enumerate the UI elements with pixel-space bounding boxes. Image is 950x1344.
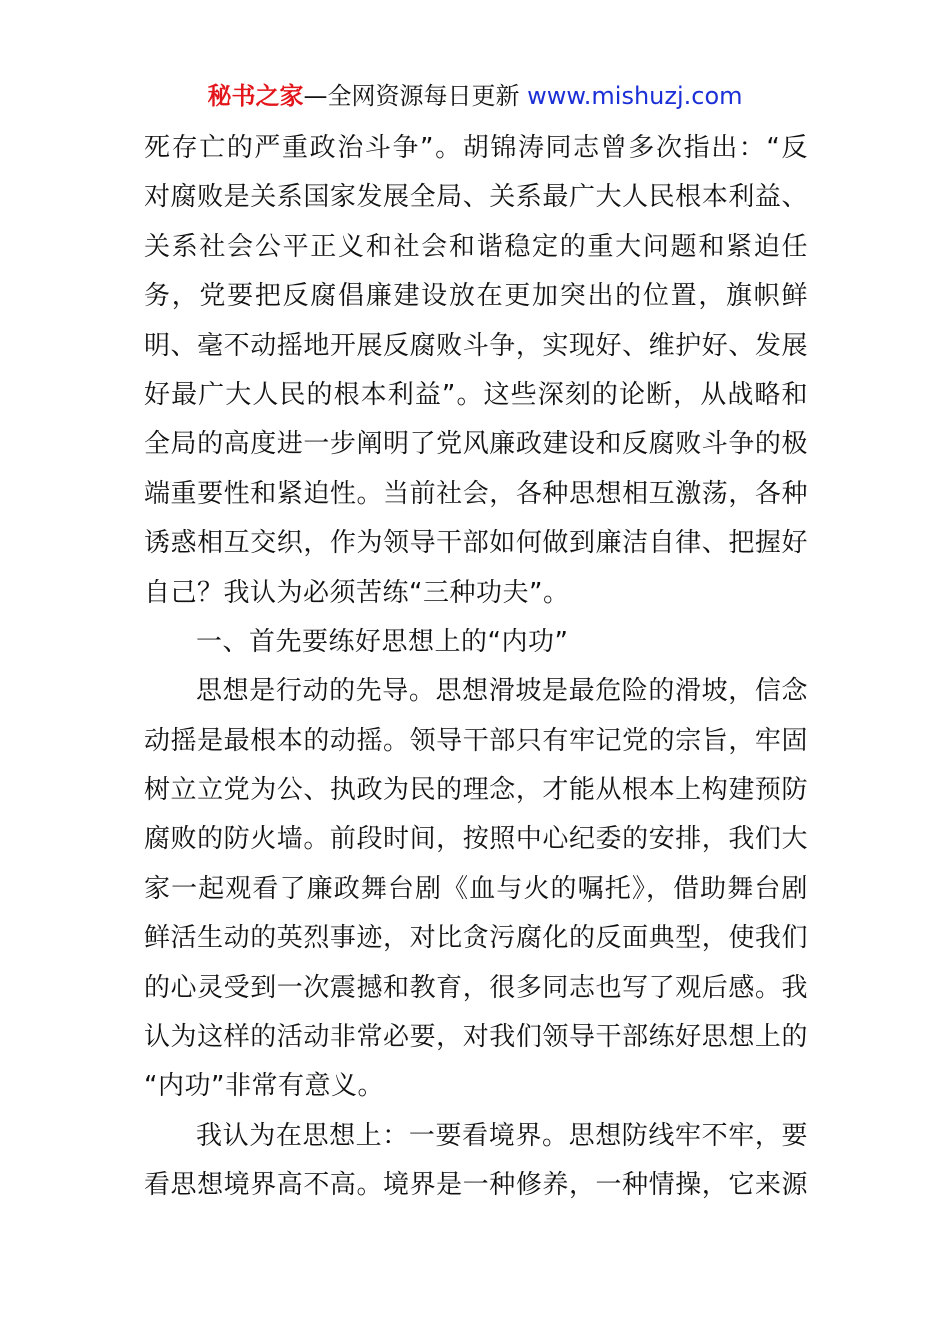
site-watermark-header <box>0 80 950 112</box>
text-line: 鲜活生动的英烈事迹，对比贪污腐化的反面典型，使我们 <box>144 923 808 954</box>
text-line: 我认为在思想上：一要看境界。思想防线牢不牢，要 <box>196 1120 808 1151</box>
text-line: 诱惑相互交织，作为领导干部如何做到廉洁自律、把握好 <box>144 528 808 559</box>
text-line: 自己？我认为必须苦练“三种功夫”。 <box>144 577 570 608</box>
text-line: 全局的高度进一步阐明了党风廉政建设和反腐败斗争的极 <box>144 429 808 460</box>
text-line: 树立立党为公、执政为民的理念，才能从根本上构建预防 <box>144 775 808 806</box>
text-line: 对腐败是关系国家发展全局、关系最广大人民根本利益、 <box>144 182 808 213</box>
section-heading: 一、首先要练好思想上的“内功” <box>196 626 569 657</box>
text-line: 的心灵受到一次震撼和教育，很多同志也写了观后感。我 <box>144 972 808 1003</box>
text-line: 动摇是最根本的动摇。领导干部只有牢记党的宗旨，牢固 <box>144 725 808 756</box>
text-line: 看思想境界高不高。境界是一种修养，一种情操，它来源 <box>144 1170 808 1201</box>
site-url: www.mishuzj.com <box>527 82 743 110</box>
site-brand: 秘书之家 <box>207 82 304 110</box>
text-line: 务，党要把反腐倡廉建设放在更加突出的位置，旗帜鲜 <box>144 281 808 312</box>
text-line: 明、毫不动摇地开展反腐败斗争，实现好、维护好、发展 <box>144 330 808 361</box>
text-line: 思想是行动的先导。思想滑坡是最危险的滑坡，信念 <box>196 676 808 707</box>
site-tagline: —全网资源每日更新 <box>303 82 520 110</box>
document-body <box>144 124 808 1211</box>
text-line: 端重要性和紧迫性。当前社会，各种思想相互激荡，各种 <box>144 478 808 509</box>
text-line: 死存亡的严重政治斗争”。胡锦涛同志曾多次指出：“反 <box>144 133 808 163</box>
text-line: “内功”非常有意义。 <box>144 1071 384 1102</box>
text-line: 家一起观看了廉政舞台剧《血与火的嘱托》，借助舞台剧 <box>144 873 808 904</box>
text-line: 关系社会公平正义和社会和谐稳定的重大问题和紧迫任 <box>144 231 808 262</box>
text-line: 好最广大人民的根本利益”。这些深刻的论断，从战略和 <box>144 379 808 410</box>
text-line: 腐败的防火墙。前段时间，按照中心纪委的安排，我们大 <box>144 824 808 855</box>
text-line: 认为这样的活动非常必要，对我们领导干部练好思想上的 <box>144 1022 808 1053</box>
